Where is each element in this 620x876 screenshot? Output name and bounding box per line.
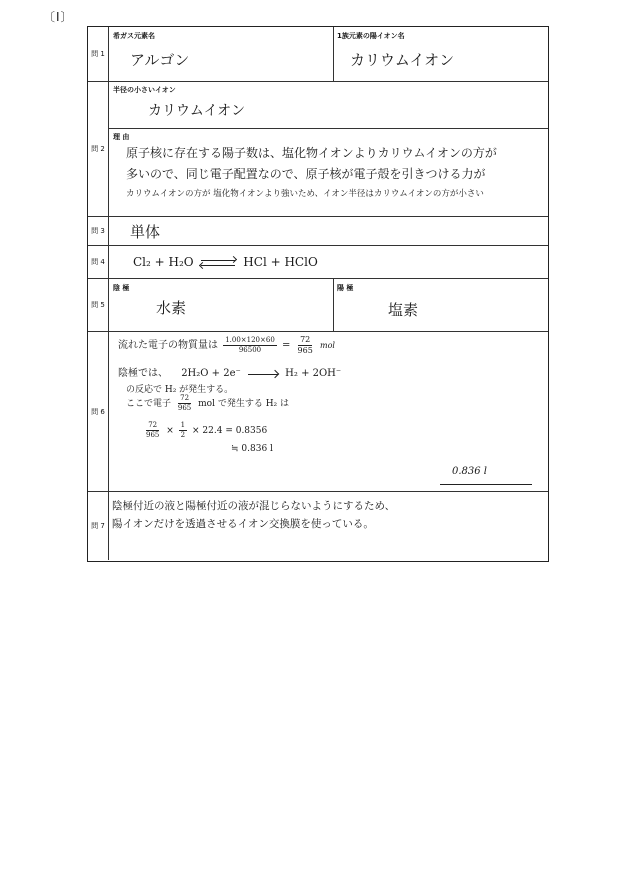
calc-line-6: ≒ 0.836 l	[231, 444, 273, 454]
calc-line-5-rest: × 22.4 = 0.8356	[192, 426, 268, 436]
question-4-row	[88, 246, 548, 279]
question-2-divider	[109, 128, 548, 129]
question-6-final-answer: 0.836 l	[452, 466, 488, 477]
question-7-line-2: 陽イオンだけを透過させるイオン交換膜を使っている。	[112, 518, 374, 530]
anode-header: 陽 極	[337, 284, 354, 292]
question-3-label: 問 3	[91, 227, 105, 235]
calc-line-4	[126, 395, 289, 412]
question-7-label-cell	[88, 492, 109, 560]
calc-line-4-suffix: mol で発生する H₂ は	[198, 399, 290, 409]
question-6-label-cell	[88, 332, 109, 491]
reason-line-3: カリウムイオンの方が 塩化物イオンより強いため、イオン半径はカリウムイオンの方が小さい	[126, 189, 484, 199]
calc-line-5-denominator-1: 965	[146, 431, 160, 439]
cation-header: 1族元素の陽イオン名	[337, 32, 405, 40]
calc-line-1-unit: mol	[320, 341, 335, 350]
calc-line-2-prefix: 陰極では、	[118, 368, 168, 379]
calc-line-5-numerator-1: 72	[148, 421, 158, 429]
question-3-label-cell	[88, 217, 109, 245]
question-5-divider	[333, 279, 334, 331]
calc-line-4-numerator: 72	[180, 394, 190, 402]
question-1-divider	[333, 27, 334, 81]
calc-line-3: の反応で H₂ が発生する。	[126, 385, 234, 395]
calc-line-1-equals: =	[281, 340, 291, 351]
question-3-answer: 単体	[130, 223, 161, 241]
question-7-line-1: 陰極付近の液と陽極付近の液が混じらないようにするため、	[112, 500, 396, 512]
calc-line-1	[118, 336, 335, 355]
noble-gas-header: 希ガス元素名	[113, 32, 155, 40]
question-2-label: 問 2	[91, 145, 105, 153]
question-2-label-cell	[88, 82, 109, 216]
question-6-row	[88, 332, 548, 492]
question-5-label: 問 5	[91, 301, 105, 309]
question-6-label: 問 6	[91, 407, 105, 416]
calc-line-1-denominator: 96500	[238, 346, 262, 354]
calc-line-5	[142, 422, 267, 439]
question-4-equation	[133, 255, 318, 269]
equation-right: HCl + HClO	[243, 255, 318, 269]
cathode-answer: 水素	[156, 299, 187, 317]
small-radius-answer: カリウムイオン	[148, 103, 246, 119]
question-2-row	[88, 82, 548, 217]
question-4-label-cell	[88, 246, 109, 278]
answer-underline	[440, 484, 532, 485]
reason-line-2: 多いので、同じ電子配置なので、原子核が電子殻を引きつける力が	[126, 167, 486, 181]
calc-line-4-denominator: 965	[177, 404, 192, 412]
question-7-label: 問 7	[91, 522, 105, 530]
calc-line-1-prefix: 流れた電子の物質量は	[118, 340, 218, 351]
calc-line-2-right: H₂ + 2OH⁻	[285, 368, 342, 379]
equilibrium-arrow-icon	[201, 258, 235, 268]
anode-answer: 塩素	[388, 301, 419, 319]
question-5-row	[88, 279, 548, 332]
reaction-arrow-icon	[248, 371, 278, 377]
question-5-label-cell	[88, 279, 109, 331]
question-1-label-cell	[88, 27, 109, 81]
answer-sheet	[87, 26, 549, 562]
cation-answer: カリウムイオン	[350, 51, 455, 69]
calc-line-1-denominator-2: 965	[297, 346, 313, 355]
calc-line-4-prefix: ここで電子	[126, 399, 172, 409]
cathode-header: 陰 極	[113, 284, 130, 292]
calc-line-5-denominator-2: 2	[180, 431, 186, 439]
noble-gas-answer: アルゴン	[130, 51, 190, 69]
reason-header: 理 由	[113, 133, 130, 141]
question-7-row	[88, 492, 548, 560]
question-3-row	[88, 217, 548, 246]
calc-line-1-numerator-2: 72	[300, 335, 311, 344]
equation-left: Cl₂ + H₂O	[133, 255, 194, 269]
calc-line-5-times: ×	[166, 426, 174, 436]
question-1-row	[88, 27, 548, 82]
question-1-label: 問 1	[91, 50, 105, 58]
small-radius-header: 半径の小さいイオン	[113, 86, 176, 94]
calc-line-5-numerator-2: 1	[180, 421, 186, 429]
calc-line-2	[118, 364, 341, 379]
calc-line-1-numerator: 1.00×120×60	[225, 336, 275, 344]
section-mark: 〔Ⅰ〕	[43, 10, 74, 24]
question-4-label: 問 4	[91, 258, 105, 266]
reason-line-1: 原子核に存在する陽子数は、塩化物イオンよりカリウムイオンの方が	[126, 146, 497, 160]
calc-line-2-left: 2H₂O + 2e⁻	[181, 368, 241, 379]
